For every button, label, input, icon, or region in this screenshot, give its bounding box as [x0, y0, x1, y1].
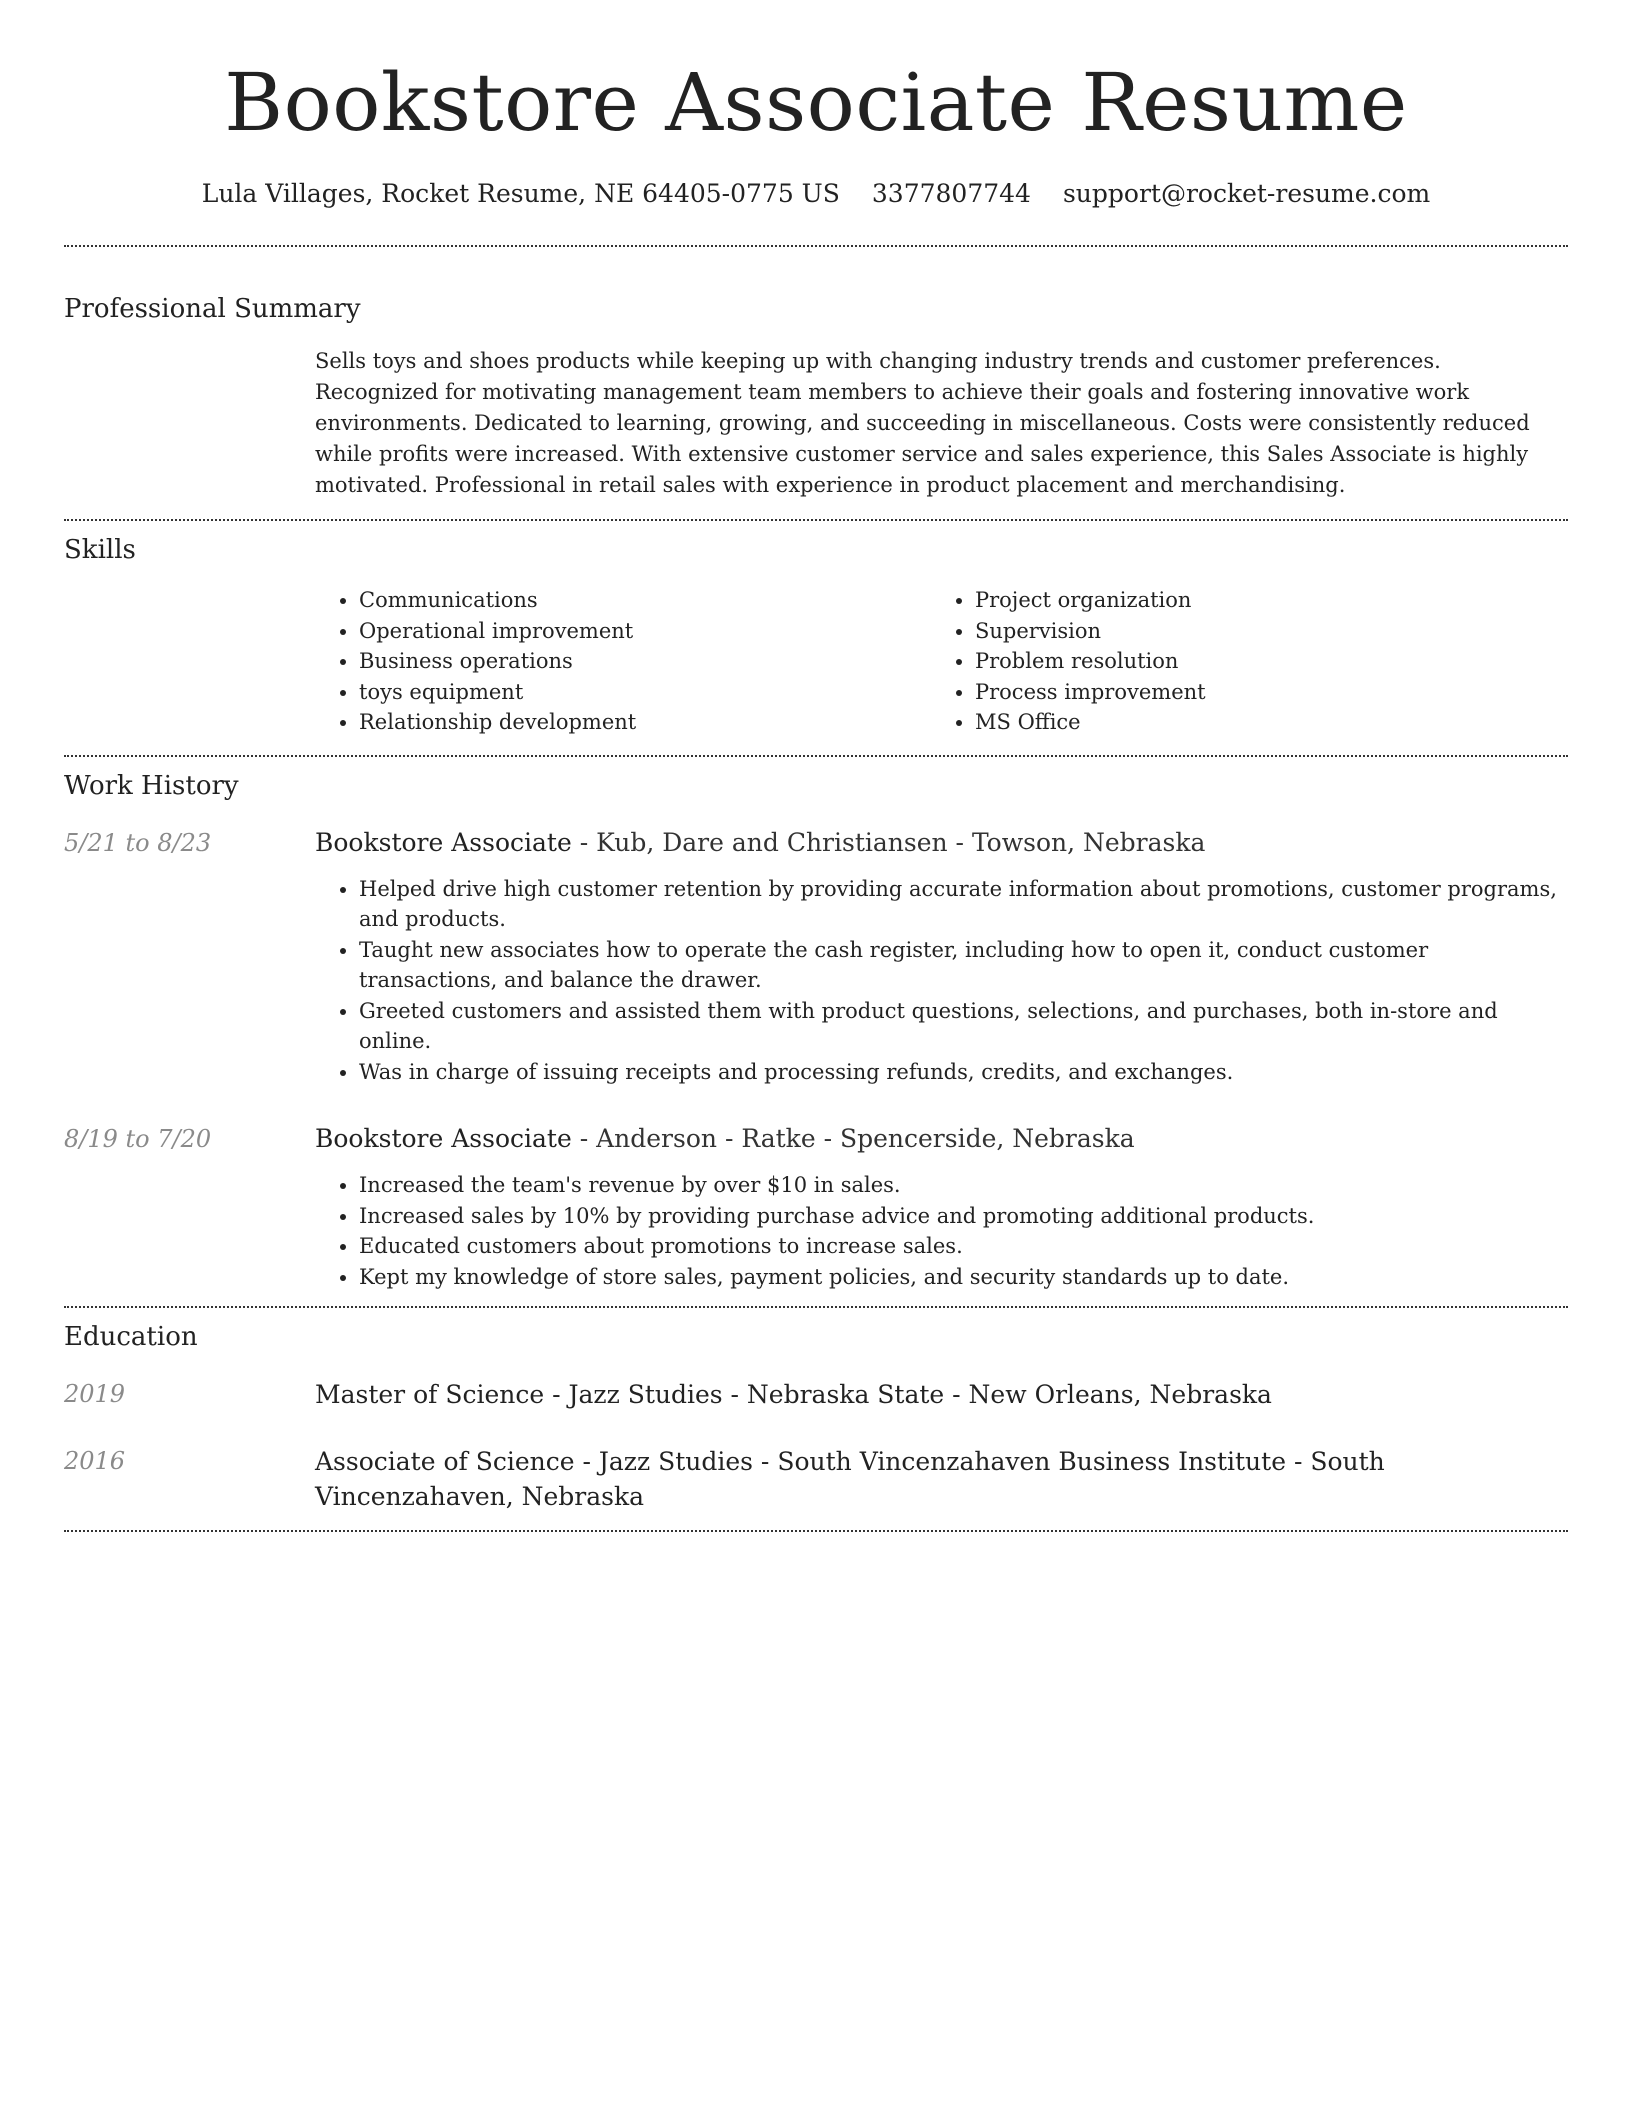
resume-title: Bookstore Associate Resume [224, 56, 1408, 149]
summary-text: Sells toys and shoes products while keeping up with changing industry trends and customer preferences. Recognized for motivating management team members to achieve their goals and fostering innovative work environments. Dedicated to learning, growing, and succeeding in miscellaneous. Costs were consistently reduced while profits were increased. With extensive customer service and sales experience, this Sales Associate is highly motivated. Professional in retail sales with experience in product placement and merchandising. [315, 349, 1530, 497]
education-degree: Master of Science - Jazz Studies [315, 1380, 723, 1409]
job-bullet: • Kept my knowledge of store sales, payment policies, and security standards up to date. [359, 1262, 1568, 1293]
education-school: - Nebraska State - New Orleans, Nebraska [722, 1380, 1272, 1409]
contact-line [64, 176, 1568, 212]
job-bullets [315, 874, 1568, 1088]
job-title [315, 1122, 1568, 1156]
skill-item: • toys equipment [359, 677, 931, 708]
job-bullet: • Increased the team's revenue by over $10 in sales. [359, 1170, 1568, 1201]
job-employer: - Kub, Dare and Christiansen - Towson, Nebraska [571, 827, 1206, 857]
job-bullets [315, 1170, 1568, 1292]
education-title [315, 1444, 1568, 1514]
skill-item: • Operational improvement [359, 616, 931, 647]
job-employer: - Anderson - Ratke - Spencerside, Nebraska [571, 1124, 1135, 1153]
skill-item: • Communications [359, 585, 931, 616]
work-history-section [64, 757, 1568, 1307]
job-entry [64, 1122, 1568, 1292]
skill-item: • MS Office [975, 707, 1547, 738]
contact-address: Lula Villages, Rocket Resume, NE 64405-0775 US [201, 179, 840, 208]
section-heading-work: Work History [64, 770, 239, 801]
skills-list-left [315, 585, 931, 738]
job-bullet: • Taught new associates how to operate the cash register, including how to open it, conduct customer transactions, and balance the drawer. [359, 935, 1568, 996]
job-bullet: • Helped drive high customer retention by providing accurate information about promotions, customer programs, and products. [359, 874, 1568, 935]
education-title [315, 1377, 1568, 1412]
education-school: - South Vincenzahaven Business Institute - South Vincenzahaven, Nebraska [315, 1447, 1385, 1511]
job-bullet: • Educated customers about promotions to increase sales. [359, 1231, 1568, 1262]
section-heading-skills: Skills [64, 535, 136, 565]
job-bullet: • Greeted customers and assisted them with product questions, selections, and purchases, both in-store and online. [359, 996, 1568, 1057]
education-year: 2019 [64, 1380, 126, 1408]
skills-grid [315, 585, 1568, 738]
contact-email: support@rocket-resume.com [1062, 179, 1431, 208]
section-heading-education: Education [64, 1322, 198, 1352]
job-title [315, 826, 1568, 860]
skill-item: • Project organization [975, 585, 1547, 616]
job-role: Bookstore Associate [315, 1124, 572, 1153]
job-entry [64, 826, 1568, 1088]
education-section [64, 1308, 1568, 1530]
job-role: Bookstore Associate [315, 827, 572, 857]
job-dates: 8/19 to 7/20 [64, 1125, 212, 1153]
skills-list-right [931, 585, 1547, 738]
job-bullet: • Increased sales by 10% by providing purchase advice and promoting additional products. [359, 1201, 1568, 1232]
divider [64, 1530, 1568, 1532]
job-bullet: • Was in charge of issuing receipts and processing refunds, credits, and exchanges. [359, 1057, 1568, 1088]
skill-item: • Business operations [359, 646, 931, 677]
education-entry [64, 1444, 1568, 1514]
skill-item: • Problem resolution [975, 646, 1547, 677]
education-year: 2016 [64, 1447, 126, 1475]
summary-section [64, 247, 1568, 519]
skill-item: • Relationship development [359, 707, 931, 738]
skill-item: • Supervision [975, 616, 1547, 647]
skill-item: • Process improvement [975, 677, 1547, 708]
skills-section [64, 521, 1568, 755]
education-entry [64, 1377, 1568, 1412]
education-degree: Associate of Science - Jazz Studies [315, 1447, 753, 1476]
job-dates: 5/21 to 8/23 [64, 828, 212, 857]
section-heading-summary: Professional Summary [64, 294, 361, 324]
contact-phone: 3377807744 [871, 179, 1031, 208]
